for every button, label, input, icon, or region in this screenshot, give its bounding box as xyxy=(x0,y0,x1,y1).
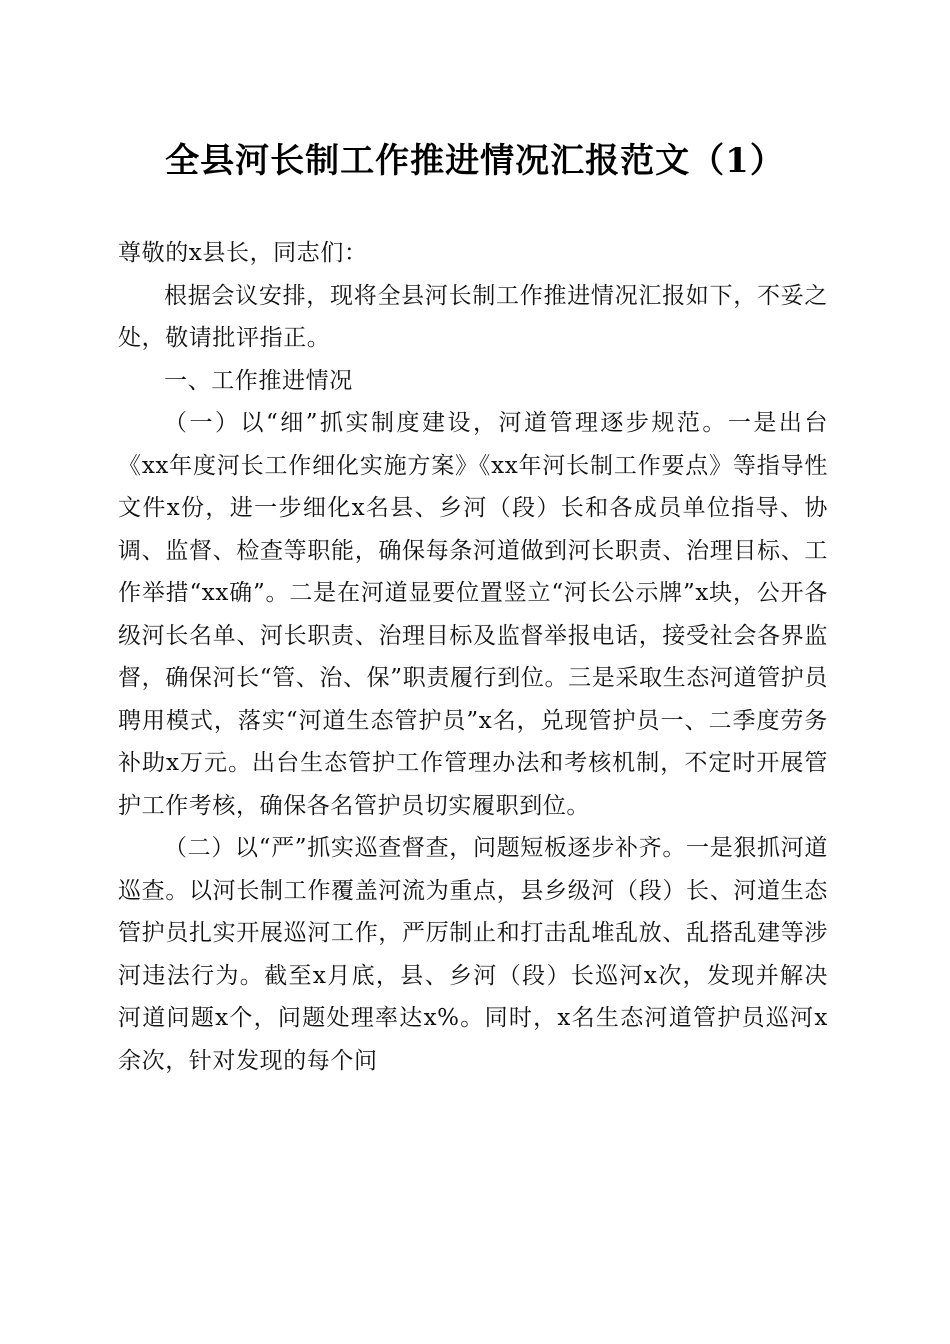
section-heading: 一、工作推进情况 xyxy=(164,367,353,394)
document-body xyxy=(118,232,828,1082)
body-paragraph-1: （一）以“细”抓实制度建设，河道管理逐步规范。一是出台《xx年度河长工作细化实施方案》《xx年河长制工作要点》等指导性文件x份，进一步细化x名县、乡河（段）长和各成员单位指导、协调、监督、检查等职能，确保每条河道做到河长职责、治理目标、工作举措“xx确”。二是在河道显要位置竖立“河长公示牌”x块，公开各级河长名单、河长职责、治理目标及监督举报电话，接受社会各界监督，确保河长“管、治、保”职责履行到位。三是采取生态河道管护员聘用模式，落实“河道生态管护员”x名，兑现管护员一、二季度劳务补助x万元。出台生态管护工作管理办法和考核机制，不定时开展管护工作考核，确保各名管护员切实履职到位。 xyxy=(118,410,828,819)
salutation: 尊敬的x县长，同志们： xyxy=(118,240,368,266)
document-title: 全县河长制工作推进情况汇报范文（1） xyxy=(165,141,785,181)
body-paragraph-2: （二）以“严”抓实巡查督查，问题短板逐步补齐。一是狠抓河道巡查。以河长制工作覆盖河流为重点，县乡级河（段）长、河道生态管护员扎实开展巡河工作，严厉制止和打击乱堆乱放、乱搭乱建等涉河违法行为。截至x月底，县、乡河（段）长巡河x次，发现并解决河道问题x个，问题处理率达x%。同时，x名生态河道管护员巡河x余次，针对发现的每个问 xyxy=(118,835,828,1074)
intro-paragraph: 根据会议安排，现将全县河长制工作推进情况汇报如下，不妥之处，敬请批评指正。 xyxy=(118,282,828,351)
